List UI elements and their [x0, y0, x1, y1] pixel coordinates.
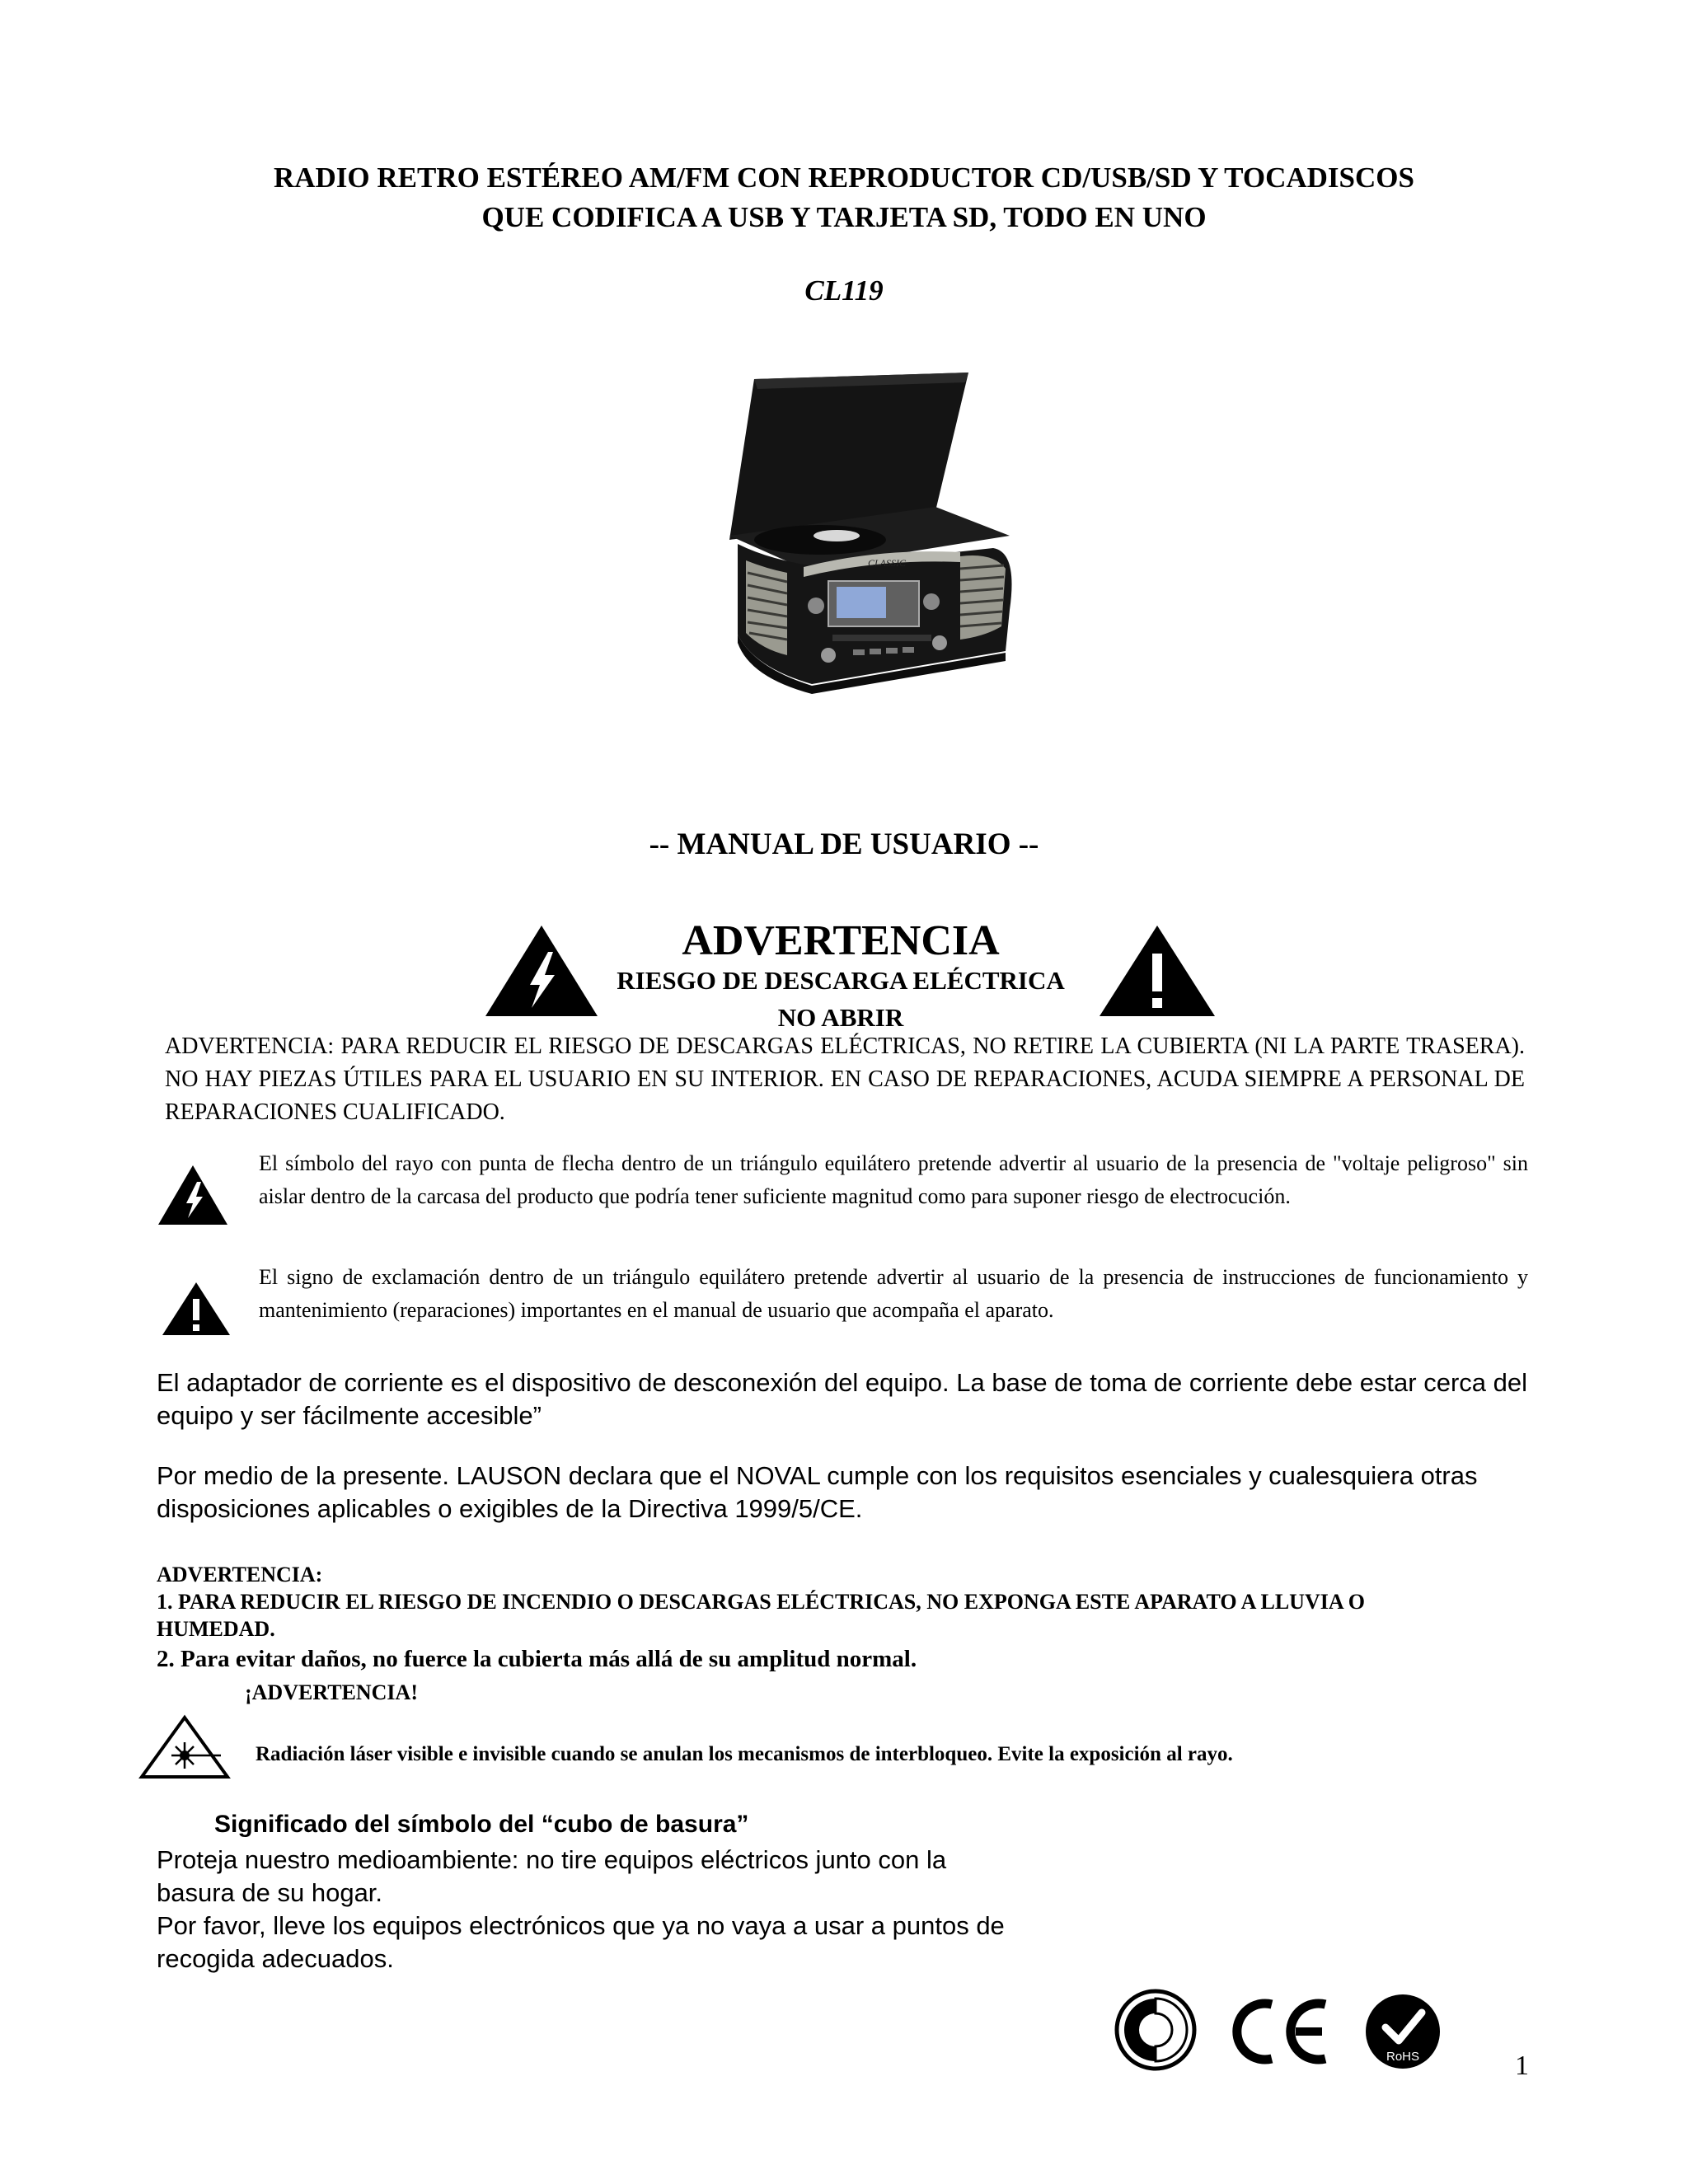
laser-radiation-icon [138, 1714, 231, 1780]
waste-text-1: Proteja nuestro medioambiente: no tire equipos eléctricos junto con la basura de su hogar. [157, 1845, 947, 1907]
laser-warning-label: ¡ADVERTENCIA! [245, 1680, 418, 1704]
title-line-2: QUE CODIFICA A USB Y TARJETA SD, TODO EN UNO [481, 201, 1207, 233]
advertencia-item-1: 1. PARA REDUCIR EL RIESGO DE INCENDIO O DESCARGAS ELÉCTRICAS, NO EXPONGA ESTE APARATO A LLUVIA O HUMEDAD. [157, 1590, 1365, 1641]
advertencia-item-2: 2. Para evitar daños, no fuerce la cubierta más allá de su amplitud normal. [157, 1646, 917, 1672]
advertencia-label: ADVERTENCIA: [157, 1563, 323, 1586]
rohs-icon [1364, 1993, 1442, 2070]
green-dot-icon [1114, 1989, 1197, 2071]
warning-no-open: NO ABRIR [777, 1003, 904, 1032]
rohs-label: RoHS [1386, 2050, 1420, 2064]
laser-warning-text: Radiación láser visible e invisible cuando se anulan los mecanismos de interbloqueo. Evite la exposición al rayo. [256, 1743, 1233, 1765]
exclamation-warning-icon [1095, 921, 1220, 1021]
model-number: CL119 [804, 274, 884, 307]
declaration-paragraph: Por medio de la presente. LAUSON declara que el NOVAL cumple con los requisitos esenciales y cualesquiera otras disposiciones aplicables o exigibles de la Directiva 1999/5/CE. [157, 1461, 1478, 1523]
product-turntable-image [721, 371, 1026, 733]
exclamation-explanation: El signo de exclamación dentro de un triángulo equilátero pretende advertir al usuario de la presencia de instrucciones de funcionamiento y mantenimiento (reparaciones) importantes en el manual de usuario que acompaña el aparato. [259, 1265, 1528, 1322]
warning-heading: ADVERTENCIA [682, 917, 1000, 964]
lightning-explanation: El símbolo del rayo con punta de flecha dentro de un triángulo equilátero pretende advertir al usuario de la presencia de "voltaje peligroso" sin aislar dentro de la carcasa del producto que podría tener suficiente magnitud como para suponer riesgo de electrocución. [259, 1151, 1528, 1208]
waste-text-2: Por favor, lleve los equipos electrónicos que ya no vaya a usar a puntos de recogida adecuados. [157, 1911, 1005, 1973]
right-grille [960, 555, 1006, 640]
title-line-1: RADIO RETRO ESTÉREO AM/FM CON REPRODUCTOR CD/USB/SD Y TOCADISCOS [273, 162, 1414, 194]
ce-mark-icon [1226, 1994, 1334, 2069]
page-number: 1 [1515, 2050, 1529, 2081]
brand-label: CLASSIC [868, 557, 907, 569]
manual-title: -- MANUAL DE USUARIO -- [649, 827, 1039, 861]
exclamation-symbol-icon [159, 1279, 233, 1338]
adapter-paragraph: El adaptador de corriente es el dispositivo de desconexión del equipo. La base de toma de corriente debe estar cerca del equipo y ser fácilmente accesible” [157, 1368, 1528, 1430]
lightning-symbol-icon [155, 1162, 231, 1228]
warning-paragraph: ADVERTENCIA: PARA REDUCIR EL RIESGO DE DESCARGAS ELÉCTRICAS, NO RETIRE LA CUBIERTA (NI LA PARTE TRASERA). NO HAY PIEZAS ÚTILES PARA EL USUARIO EN SU INTERIOR. EN CASO DE REPARACIONES, ACUDA SIEMPRE A PERSONAL DE REPARACIONES CUALIFICADO. [165, 1033, 1525, 1125]
waste-symbol-title: Significado del símbolo del “cubo de basura” [214, 1811, 749, 1838]
warning-subheading: RIESGO DE DESCARGA ELÉCTRICA [617, 966, 1065, 995]
